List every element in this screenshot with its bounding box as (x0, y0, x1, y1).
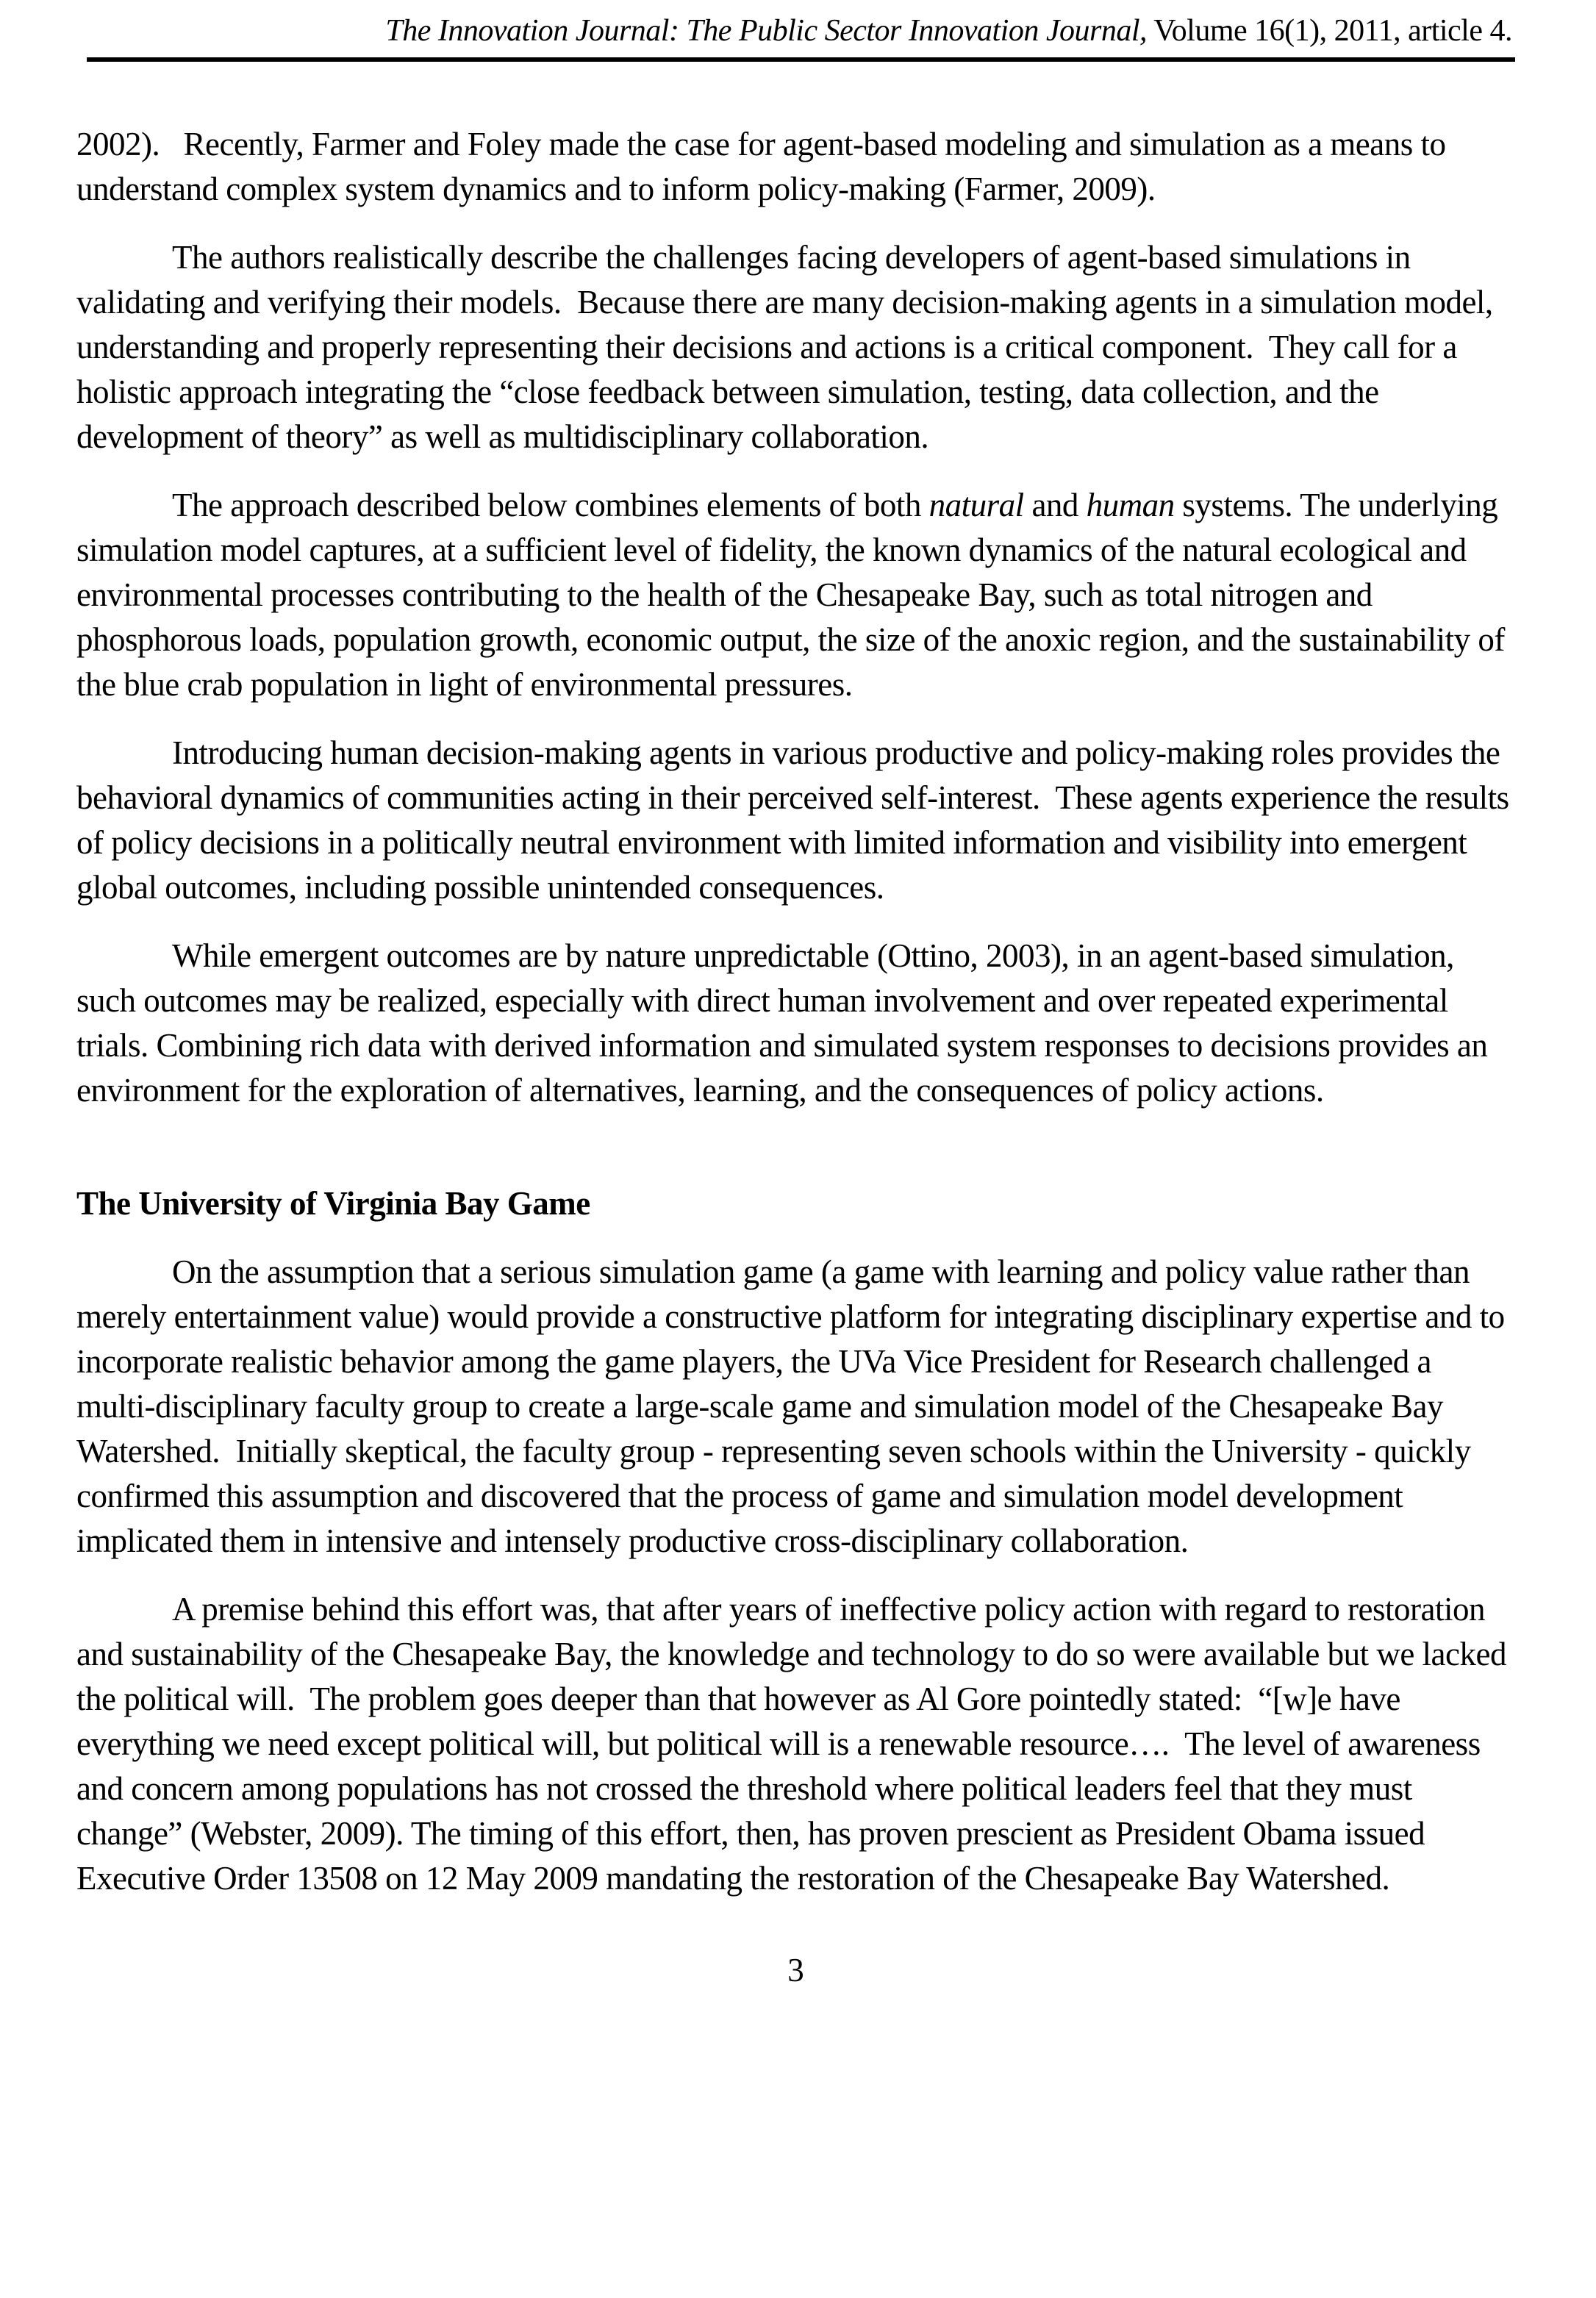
italic-word-natural: natural (928, 487, 1024, 523)
paragraph-approach-text-after: systems. The underlying simulation model captures, at a sufficient level of fidelity, the known dynamics of the natural ecological and environmental processes contributing to the health of the Chesapeake Bay, such as total nitrogen and phosphorous loads, population growth, economic output, the size of the anoxic region, and the sustainability of the blue crab population in light of environmental pressures. (76, 487, 1513, 703)
document-body (76, 122, 1515, 1901)
paragraph-emergent-outcomes: While emergent outcomes are by nature unpredictable (Ottino, 2003), in an agent-based simulation, such outcomes may be realized, especially with direct human involvement and over repeated experimental trials. Combining rich data with derived information and simulated system responses to decisions provides an environment for the exploration of alternatives, learning, and the consequences of policy actions. (76, 937, 1496, 1109)
paragraph-assumption: On the assumption that a serious simulation game (a game with learning and policy value rather than merely entertainment value) would provide a constructive platform for integrating disciplinary expertise and to incorporate realistic behavior among the game players, the UVa Vice President for Research challenged a multi-disciplinary faculty group to create a large-scale game and simulation model of the Chesapeake Bay Watershed. Initially skeptical, the faculty group - representing seven schools within the University - quickly confirmed this assumption and discovered that the process of game and simulation model development implicated them in intensive and intensely productive cross-disciplinary collaboration. (76, 1253, 1513, 1559)
paragraph-approach (76, 483, 1515, 707)
paragraph-approach-text-before: The approach described below combines elements of both (172, 487, 929, 523)
volume-info: Volume 16(1), 2011, article 4. (1147, 14, 1512, 48)
paragraph-premise: A premise behind this effort was, that after years of ineffective policy action with regard to restoration and sustainability of the Chesapeake Bay, the knowledge and technology to do so were available but we lacked the political will. The problem goes deeper than that however as Al Gore pointedly stated: “[w]e have everything we need except political will, but political will is a renewable resource…. The level of awareness and concern among populations has not crossed the threshold where political leaders feel that they must change” (Webster, 2009). The timing of this effort, then, has proven prescient as President Obama issued Executive Order 13508 on 12 May 2009 mandating the restoration of the Chesapeake Bay Watershed. (76, 1591, 1514, 1897)
paragraph-approach-text-between: and (1023, 487, 1087, 523)
page-footer (76, 1948, 1515, 1993)
page-header (87, 12, 1515, 62)
section-heading-uva-bay-game: The University of Virginia Bay Game (76, 1185, 590, 1222)
paragraph-authors-challenges: The authors realistically describe the challenges facing developers of agent-based simulations in validating and verifying their models. Because there are many decision-making agents in a simulation model, understanding and properly representing their decisions and actions is a critical component. They call for a holistic approach integrating the “close feedback between simulation, testing, data collection, and the development of theory” as well as multidisciplinary collaboration. (76, 239, 1501, 455)
page-number: 3 (787, 1952, 804, 1989)
journal-title: The Innovation Journal: The Public Sector Innovation Journal, (385, 14, 1148, 48)
italic-word-human: human (1086, 487, 1175, 523)
paragraph-continuation: 2002). Recently, Farmer and Foley made the case for agent-based modeling and simulation as a means to understand complex system dynamics and to inform policy-making (Farmer, 2009). (76, 126, 1454, 207)
paragraph-introducing-agents: Introducing human decision-making agents in various productive and policy-making roles provides the behavioral dynamics of communities acting in their perceived self-interest. These agents experience the results of policy decisions in a politically neutral environment with limited information and visibility into emergent global outcomes, including possible unintended consequences. (76, 734, 1517, 906)
